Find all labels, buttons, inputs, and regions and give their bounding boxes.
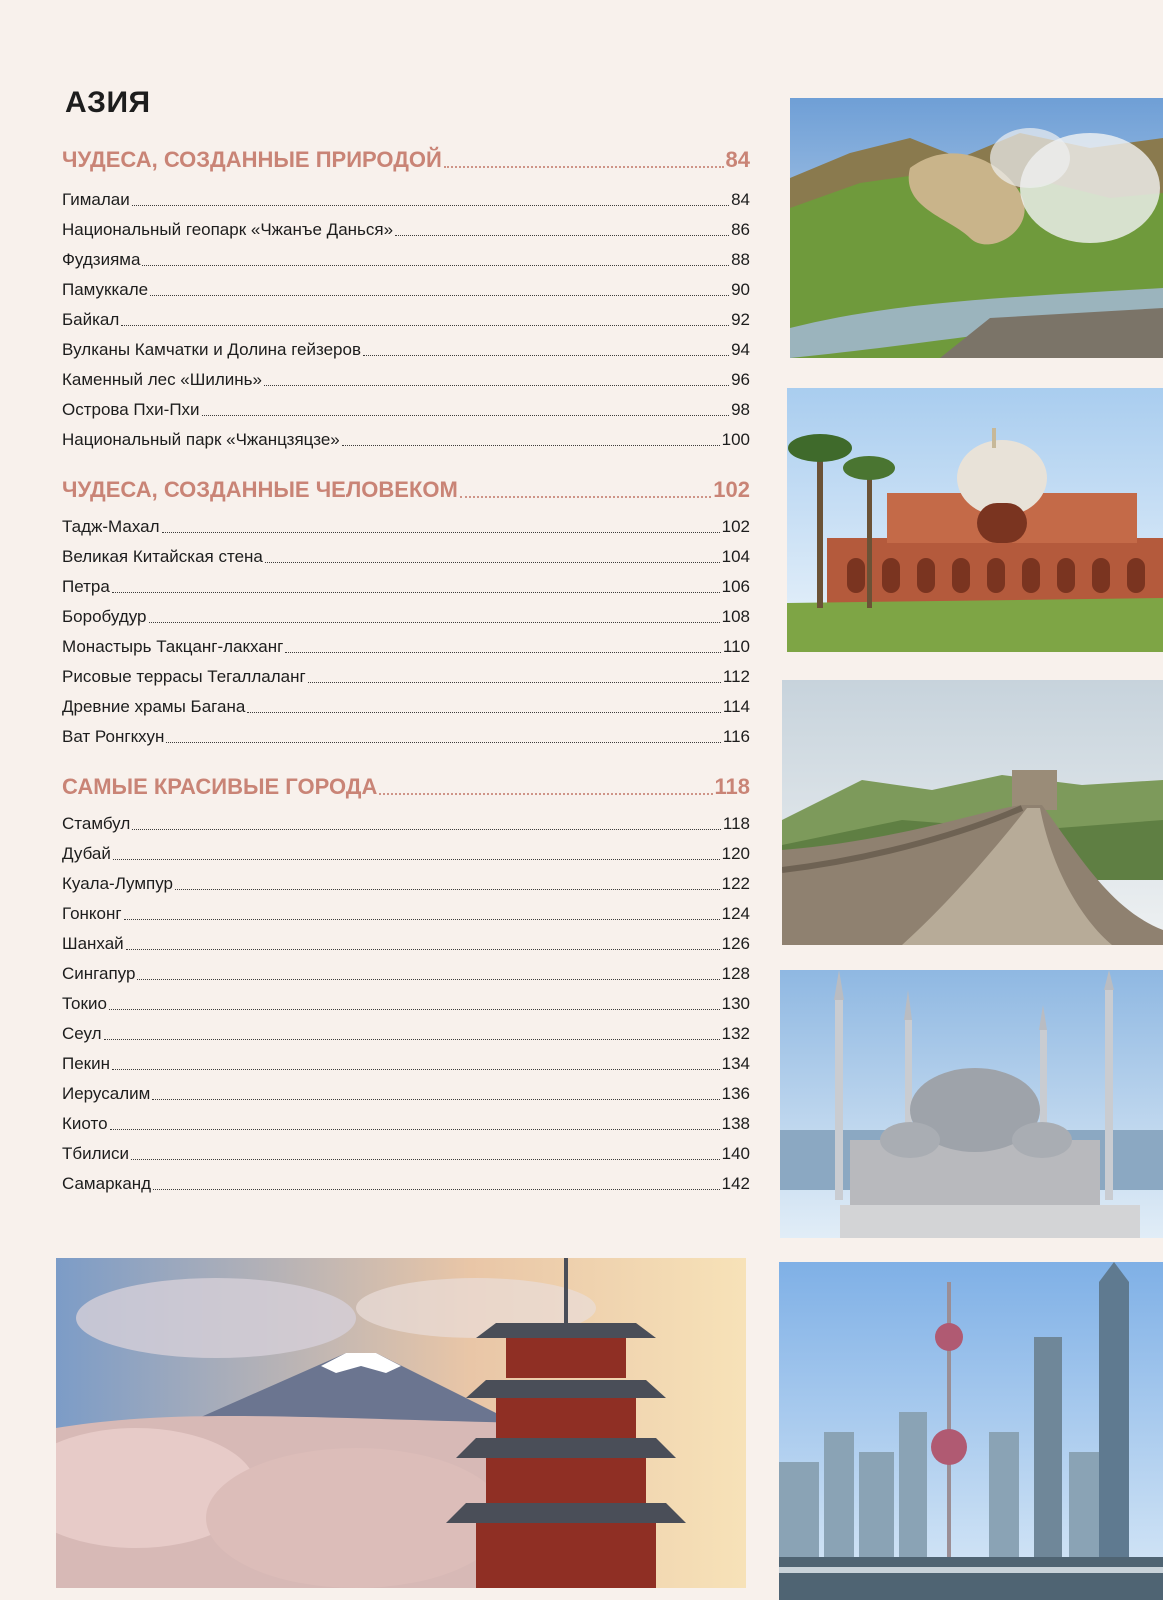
toc-item[interactable]: [62, 248, 750, 270]
item-page: 130: [721, 994, 750, 1013]
item-label: Древние храмы Багана: [62, 697, 246, 716]
dot-leader: [109, 1009, 720, 1010]
item-page: 98: [731, 400, 750, 419]
item-label: Памуккале: [62, 280, 149, 299]
dot-leader: [131, 1159, 720, 1160]
toc-item[interactable]: [62, 695, 750, 717]
dot-leader: [132, 829, 721, 830]
toc-item[interactable]: [62, 1022, 750, 1044]
dot-leader: [308, 682, 721, 683]
item-label: Национальный парк «Чжанцзяцзе»: [62, 430, 340, 449]
item-label: Тадж-Махал: [62, 517, 160, 536]
toc-item[interactable]: [62, 515, 750, 537]
item-label: Гималаи: [62, 190, 130, 209]
photo-geyser-valley: [790, 98, 1163, 358]
dot-leader: [247, 712, 721, 713]
item-page: 100: [721, 430, 750, 449]
dot-leader: [152, 1099, 719, 1100]
item-page: 124: [721, 904, 750, 923]
item-label: Острова Пхи-Пхи: [62, 400, 200, 419]
section-page: 84: [725, 147, 750, 172]
toc-section-human[interactable]: [62, 475, 750, 503]
item-label: Великая Китайская стена: [62, 547, 263, 566]
item-label: Национальный геопарк «Чжанъе Данься»: [62, 220, 394, 239]
toc-item[interactable]: [62, 428, 750, 450]
item-page: 136: [721, 1084, 750, 1103]
dot-leader: [110, 1129, 720, 1130]
dot-leader: [104, 1039, 720, 1040]
item-label: Тбилиси: [62, 1144, 130, 1163]
toc-item[interactable]: [62, 1052, 750, 1074]
item-label: Пекин: [62, 1054, 110, 1073]
item-page: 106: [721, 577, 750, 596]
item-label: Иерусалим: [62, 1084, 151, 1103]
dot-leader: [166, 742, 721, 743]
dot-leader: [113, 859, 720, 860]
toc-item[interactable]: [62, 725, 750, 747]
photo-mosque: [780, 970, 1163, 1238]
item-label: Байкал: [62, 310, 120, 329]
item-page: 120: [721, 844, 750, 863]
item-label: Боробудур: [62, 607, 147, 626]
item-label: Сингапур: [62, 964, 136, 983]
item-label: Куала-Лумпур: [62, 874, 174, 893]
dot-leader: [175, 889, 720, 890]
toc-item[interactable]: [62, 992, 750, 1014]
toc-item[interactable]: [62, 962, 750, 984]
item-page: 134: [721, 1054, 750, 1073]
toc-item[interactable]: [62, 842, 750, 864]
item-page: 114: [722, 697, 750, 716]
toc-item[interactable]: [62, 1142, 750, 1164]
item-page: 94: [731, 340, 750, 359]
dot-leader: [379, 793, 712, 795]
dot-leader: [153, 1189, 720, 1190]
toc-item[interactable]: [62, 665, 750, 687]
toc-item[interactable]: [62, 218, 750, 240]
item-page: 88: [731, 250, 750, 269]
toc-item[interactable]: [62, 932, 750, 954]
toc-item[interactable]: [62, 575, 750, 597]
photo-fuji-pagoda: [56, 1258, 746, 1588]
dot-leader: [285, 652, 721, 653]
photo-shanghai-skyline: [779, 1262, 1163, 1600]
item-page: 128: [721, 964, 750, 983]
item-label: Гонконг: [62, 904, 122, 923]
page-title: АЗИЯ: [65, 86, 151, 119]
dot-leader: [142, 265, 729, 266]
toc-item[interactable]: [62, 308, 750, 330]
item-page: 90: [731, 280, 750, 299]
item-label: Шанхай: [62, 934, 124, 953]
item-label: Токио: [62, 994, 107, 1013]
item-label: Стамбул: [62, 814, 131, 833]
item-label: Монастырь Такцанг-лакханг: [62, 637, 284, 656]
dot-leader: [395, 235, 729, 236]
toc-item[interactable]: [62, 188, 750, 210]
item-page: 116: [722, 727, 750, 746]
toc-item[interactable]: [62, 872, 750, 894]
item-page: 140: [721, 1144, 750, 1163]
dot-leader: [265, 562, 720, 563]
dot-leader: [124, 919, 720, 920]
item-page: 112: [722, 667, 750, 686]
toc-section-nature[interactable]: [62, 145, 750, 173]
photo-mausoleum: [787, 388, 1163, 652]
section-page: 102: [713, 477, 750, 502]
dot-leader: [126, 949, 720, 950]
toc-item[interactable]: [62, 338, 750, 360]
dot-leader: [150, 295, 729, 296]
item-page: 132: [721, 1024, 750, 1043]
item-label: Дубай: [62, 844, 111, 863]
item-page: 126: [721, 934, 750, 953]
dot-leader: [112, 1069, 720, 1070]
item-label: Самарканд: [62, 1174, 152, 1193]
item-page: 122: [721, 874, 750, 893]
toc-item[interactable]: [62, 902, 750, 924]
item-label: Сеул: [62, 1024, 102, 1043]
photo-great-wall: [782, 680, 1163, 945]
toc-item[interactable]: [62, 1112, 750, 1134]
dot-leader: [149, 622, 720, 623]
item-page: 86: [731, 220, 750, 239]
dot-leader: [264, 385, 729, 386]
dot-leader: [162, 532, 720, 533]
item-label: Фудзияма: [62, 250, 141, 269]
toc-item[interactable]: [62, 635, 750, 657]
dot-leader: [112, 592, 720, 593]
section-page: 118: [714, 774, 750, 799]
section-title: ЧУДЕСА, СОЗДАННЫЕ ПРИРОДОЙ: [62, 147, 442, 172]
dot-leader: [202, 415, 730, 416]
dot-leader: [342, 445, 720, 446]
toc-item[interactable]: [62, 812, 750, 834]
dot-leader: [137, 979, 719, 980]
item-page: 142: [721, 1174, 750, 1193]
toc-item[interactable]: [62, 278, 750, 300]
item-page: 102: [721, 517, 750, 536]
dot-leader: [132, 205, 729, 206]
dot-leader: [363, 355, 729, 356]
item-page: 138: [721, 1114, 750, 1133]
item-label: Вулканы Камчатки и Долина гейзеров: [62, 340, 361, 359]
item-page: 96: [731, 370, 750, 389]
toc-item[interactable]: [62, 368, 750, 390]
item-page: 108: [721, 607, 750, 626]
toc-item[interactable]: [62, 545, 750, 567]
dot-leader: [460, 496, 711, 498]
item-page: 92: [731, 310, 750, 329]
toc-item[interactable]: [62, 1082, 750, 1104]
toc-item[interactable]: [62, 398, 750, 420]
toc-item[interactable]: [62, 605, 750, 627]
item-page: 84: [731, 190, 750, 209]
item-label: Киото: [62, 1114, 108, 1133]
dot-leader: [444, 166, 724, 168]
item-label: Петра: [62, 577, 110, 596]
item-label: Каменный лес «Шилинь»: [62, 370, 262, 389]
section-title: САМЫЕ КРАСИВЫЕ ГОРОДА: [62, 774, 378, 799]
section-title: ЧУДЕСА, СОЗДАННЫЕ ЧЕЛОВЕКОМ: [62, 477, 458, 502]
dot-leader: [121, 325, 729, 326]
item-page: 104: [721, 547, 750, 566]
item-label: Рисовые террасы Тегаллаланг: [62, 667, 306, 686]
item-page: 110: [722, 637, 750, 656]
item-label: Ват Ронгкхун: [62, 727, 165, 746]
toc-item[interactable]: [62, 1172, 750, 1194]
item-page: 118: [722, 814, 750, 833]
toc-section-cities[interactable]: [62, 772, 750, 800]
